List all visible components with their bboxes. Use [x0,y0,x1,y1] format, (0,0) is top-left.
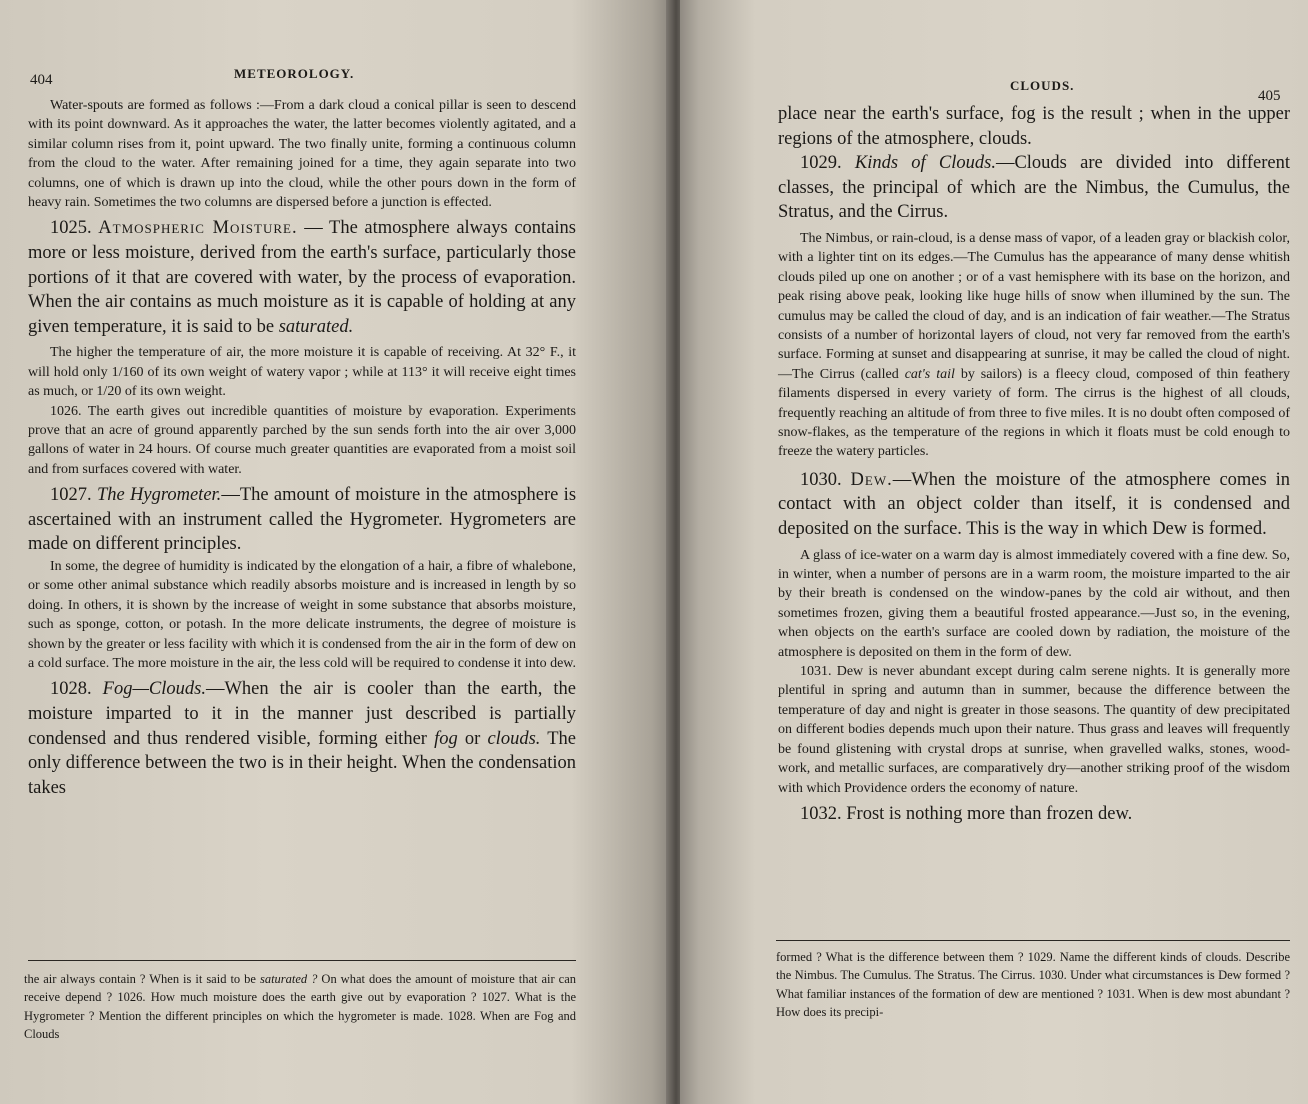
continuation-paragraph: place near the earth's surface, fog is the result ; when in the upper regions of the atmosphere, clouds. [778,104,1290,149]
section-number: 1025. [50,218,92,239]
section-number: 1029. [800,153,842,174]
section-text: —The amount of moisture in the atmosphere is ascertained with an instrument called the Hygrometer. Hygrometers are made on different principles. [28,485,577,555]
left-column [28,96,576,800]
page-number: 404 [30,72,53,88]
section-title: Atmospheric Moisture. [98,218,298,239]
section-1025-note: The higher the temperature of air, the more moisture it is capable of receiving. At 32° F., it will hold only 1/160 of its own weight of watery vapor ; while at 113° it will receive eight times as much, or 1/20 of its own weight. [28,345,576,400]
footnote-questions: formed ? What is the difference between them ? 1029. Name the different kinds of clouds. Describe the Nimbus. The Cumulus. The Stratus. The Cirrus. 1030. Under what circumstances is Dew formed ? What familiar instances of the formation of dew are mentioned ? 1031. When is dew most abundant ? How does its precipi- [776,950,1290,1020]
italic-term: cat's tail [904,366,955,382]
running-head: CLOUDS. [1010,78,1075,93]
note-text: The Nimbus, or rain-cloud, is a dense mass of vapor, of a leaden gray or blackish color, with a lighter tint on its edges.—The Cumulus has the appearance of many dense whitish clouds piled up one on another ; or of a vast hemisphere with its base on the horizon, and peak rising above peak, looking like huge hills of snow when illumined by the sun. The cumulus may be called the cloud of day, and is an indication of fair weather.—The Stratus consists of a number of horizontal layers of cloud, not very far removed from the earth's surface. Forming at sunset and disappearing at sunrise, it may be called the cloud of night.—The Cirrus (called [778,230,1290,382]
footnote-rule [28,960,576,961]
section-1026: 1026. The earth gives out incredible quantities of moisture by evaporation. Experiments prove that an acre of ground apparently parched by the sun sends forth into the air over 3,000 gallons of water in 24 hours. Of course much greater quantities are evaporated from a moist soil and from surfaces covered with water. [28,403,576,477]
section-number: 1028. [50,679,92,700]
running-head: METEOROLOGY. [234,66,355,81]
section-text: or [457,728,488,749]
section-title: Fog—Clouds. [102,679,206,700]
section-1027 [28,483,576,557]
section-1029 [778,151,1290,225]
section-title: The Hygrometer. [96,485,222,506]
section-1031: 1031. Dew is never abundant except during calm serene nights. It is generally more plentiful in spring and autumn than in summer, because the difference between the temperature of day and night is greater in those seasons. The quantity of dew precipitated on different bodies depends much upon their nature. Thus grass and leaves will frequently be found glistening with crystal drops at sunrise, when gravelled walks, stones, wood-work, and metallic surfaces, are comparatively dry—another striking proof of the wisdom with which Providence orders the economy of nature. [778,664,1290,796]
section-text: The only difference between the two is in their height. When the condensation takes [28,728,576,798]
section-1027-note: In some, the degree of humidity is indicated by the elongation of a hair, a fibre of whalebone, or some other animal substance which readily absorbs moisture and is increased in length by so doing. In others, it is shown by the increase of weight in some substance that absorbs moisture, such as sponge, cotton, or potash. In the more delicate instruments, the degree of moisture is shown by the greater or less facility with which it is condensed from the air in the form of dew on a cold surface. The more moisture in the air, the less cold will be required to condense it into dew. [28,559,576,672]
section-1025 [28,216,576,339]
italic-term: saturated. [278,316,354,337]
right-column [778,102,1290,827]
footnote-questions [24,970,576,1044]
section-text: —When the moisture of the atmosphere comes in contact with an object colder than itself, it is condensed and deposited on the surface. This is the way in which Dew is formed. [778,469,1291,540]
footnote-rule [776,940,1290,941]
footnote-text: the air always contain ? When is it said to be [24,972,260,986]
page-number: 405 [1258,88,1281,104]
waterspouts-paragraph: Water-spouts are formed as follows :—From a dark cloud a conical pillar is seen to descend with its point downward. As it approaches the water, the latter becomes violently agitated, and a similar column rises from it, point upward. The two finally unite, forming a continuous column from the cloud to the water. After remaining joined for a time, they again separate into two columns, one of which is drawn up into the cloud, while the other pours down in the form of heavy rain. Sometimes the two columns are dispersed before a junction is effected. [28,98,576,211]
section-number: 1030. [800,469,842,490]
italic-term: saturated ? [259,972,318,986]
section-title: Dew. [850,469,893,490]
italic-term: clouds. [487,728,541,749]
footnote-text: On what does the amount of moisture that air can receive depend ? 1026. How much moisture does the earth give out by evaporation ? 1027. What is the Hygrometer ? Mention the different principles on which the hygrometer is made. 1028. When are Fog and Clouds [24,972,576,1042]
section-1028 [28,677,576,800]
section-title: Kinds of Clouds. [854,153,996,174]
right-page [680,0,1308,1104]
section-text: —Clouds are divided into different classes, the principal of which are the Nimbus, the Cumulus, the Stratus, and the Cirrus. [778,153,1291,223]
section-text: —When the air is cooler than the earth, the moisture imparted to it in the manner just described is partially condensed and thus rendered visible, forming either [28,679,577,749]
italic-term: fog [434,728,458,749]
section-1030-note: A glass of ice-water on a warm day is almost immediately covered with a fine dew. So, in winter, when a number of persons are in a warm room, the moisture imparted to the air by their breath is condensed on the window-panes by the cold air without, and then sometimes frozen, giving them a beautiful frosted appearance.—Just so, in the evening, when objects on the earth's surface are cooled down by radiation, the moisture of the atmosphere is deposited on them in the form of dew. [778,547,1290,660]
note-text: by sailors) is a fleecy cloud, composed of thin feathery filaments dispersed in every variety of form. The cirrus is the highest of all clouds, frequently reaching an altitude of from three to five miles. It is no doubt often composed of snow-flakes, as the temperature of the regions in which it floats must be cold enough to freeze the watery particles. [778,366,1290,460]
section-1032: 1032. Frost is nothing more than frozen dew. [800,803,1133,824]
section-1029-note [778,229,1290,462]
section-number: 1027. [50,485,92,506]
section-1030 [778,468,1290,542]
section-text: — The atmosphere always contains more or less moisture, derived from the earth's surface, particularly those portions of it that are covered with water, by the process of evaporation. When the air contains as much moisture as it is capable of holding at any given temperature, it is said to be [28,218,576,337]
